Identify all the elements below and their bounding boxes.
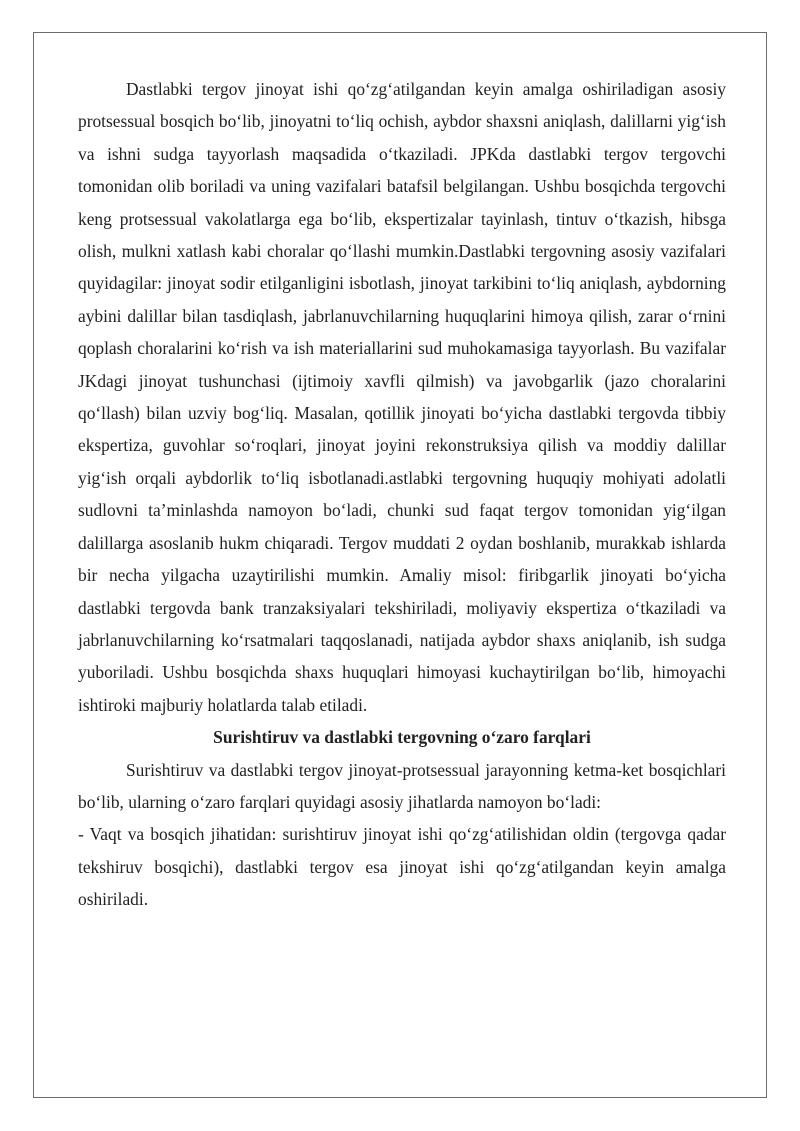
document-body: [78, 73, 726, 916]
paragraph-differences-intro: Surishtiruv va dastlabki tergov jinoyat-protsessual jarayonning ketma-ket bosqichlari bo‘lib, ularning o‘zaro farqlari quyidagi asosiy jihatlarda namoyon bo‘ladi:: [78, 759, 726, 812]
paragraph-time-stage: - Vaqt va bosqich jihatidan: surishtiruv jinoyat ishi qo‘zg‘atilishidan oldin (tergovga qadar tekshiruv bosqichi), dastlabki tergov esa jinoyat ishi qo‘zg‘atilgandan keyin amalga oshiriladi.: [78, 824, 726, 910]
paragraph-preliminary-investigation: Dastlabki tergov jinoyat ishi qo‘zg‘atilgandan keyin amalga oshiriladigan asosiy protsessual bosqich bo‘lib, jinoyatni to‘liq ochish, aybdor shaxsni aniqlash, dalillarni yig‘ish va ishni sudga tayyorlash maqsadida o‘tkaziladi. JPKda dastlabki tergov tergovchi tomonidan olib boriladi va uning vazifalari batafsil belgilangan. Ushbu bosqichda tergovchi keng protsessual vakolatlarga ega bo‘lib, ekspertizalar tayinlash, tintuv o‘tkazish, hibsga olish, mulkni xatlash kabi choralar qo‘llashi mumkin.Dastlabki tergovning asosiy vazifalari quyidagilar: jinoyat sodir etilganligini isbotlash, jinoyat tarkibini to‘liq aniqlash, aybdorning aybini dalillar bilan tasdiqlash, jabrlanuvchilarning huquqlarini himoya qilish, zarar o‘rnini qoplash choralarini ko‘rish va ish materiallarini sud muhokamasiga tayyorlash. Bu vazifalar JKdagi jinoyat tushunchasi (ijtimoiy xavfli qilmish) va javobgarlik (jazo choralarini qo‘llash) bilan uzviy bog‘liq. Masalan, qotillik jinoyati bo‘yicha dastlabki tergovda tibbiy ekspertiza, guvohlar so‘roqlari, jinoyat joyini rekonstruksiya qilish va moddiy dalillar yig‘ish orqali aybdorlik to‘liq isbotlanadi.astlabki tergovning huquqiy mohiyati adolatli sudlovni ta’minlashda namoyon bo‘ladi, chunki sud faqat tergov tomonidan yig‘ilgan dalillarga asoslanib hukm chiqaradi. Tergov muddati 2 oydan boshlanib, murakkab ishlarda bir necha yilgacha uzaytirilishi mumkin. Amaliy misol: firibgarlik jinoyati bo‘yicha dastlabki tergovda bank tranzaksiyalari tekshiriladi, moliyaviy ekspertiza o‘tkaziladi va jabrlanuvchilarning ko‘rsatmalari taqqoslanadi, natijada aybdor shaxs aniqlanib, ish sudga yuboriladi. Ushbu bosqichda shaxs huquqlari himoyasi kuchaytirilgan bo‘lib, himoyachi ishtiroki majburiy holatlarda talab etiladi.: [78, 79, 726, 715]
section-heading: Surishtiruv va dastlabki tergovning o‘zaro farqlari: [213, 727, 591, 748]
